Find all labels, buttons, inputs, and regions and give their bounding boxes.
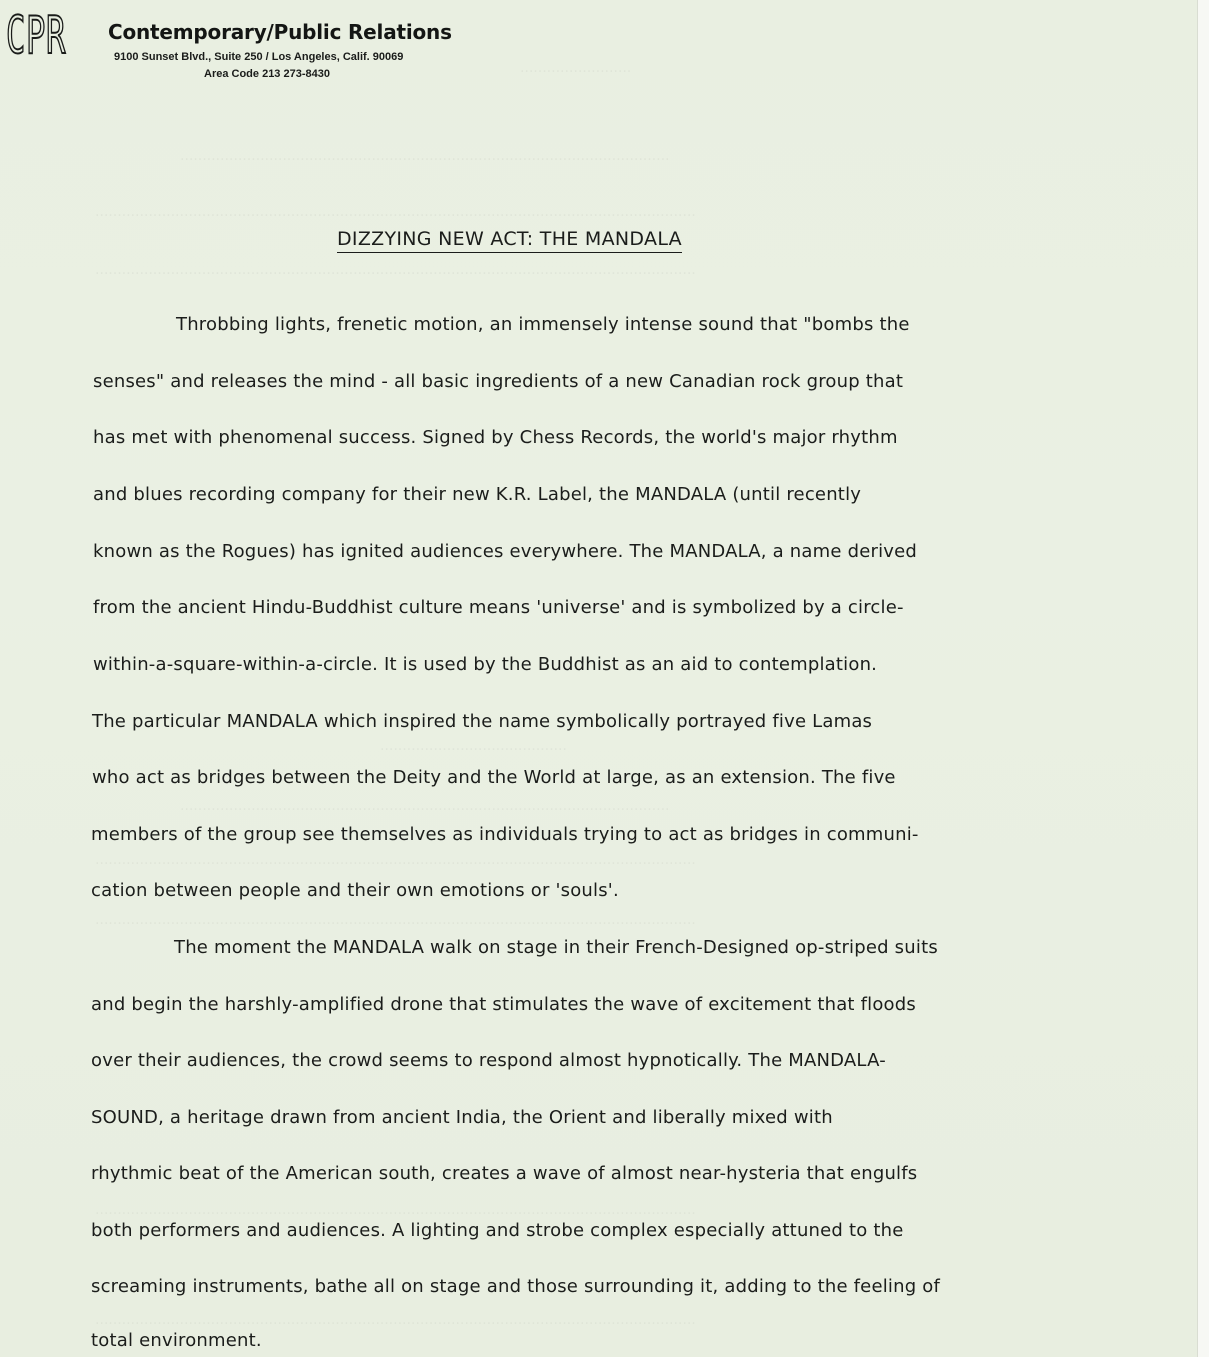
body-line: and blues recording company for their new K.R. Label, the MANDALA (until recently	[93, 484, 862, 505]
bleed-through-line: .......................................................................................................................................	[95, 1312, 696, 1328]
bleed-through-line: .........................	[520, 60, 632, 76]
cpr-logo: CPR	[6, 6, 67, 66]
bleed-through-line: .......................................................................................................................................	[95, 204, 696, 220]
body-line: rhythmic beat of the American south, creates a wave of almost near-hysteria that engulfs	[91, 1163, 918, 1184]
company-name: Contemporary/Public Relations	[108, 20, 452, 44]
body-line: who act as bridges between the Deity and the World at large, as an extension. The five	[92, 767, 896, 788]
body-line: over their audiences, the crowd seems to respond almost hypnotically. The MANDALA-	[91, 1050, 886, 1071]
company-address: 9100 Sunset Blvd., Suite 250 / Los Angeles, Calif. 90069	[114, 51, 404, 63]
body-line: both performers and audiences. A lighting and strobe complex especially attuned to the	[91, 1220, 904, 1241]
body-line: known as the Rogues) has ignited audiences everywhere. The MANDALA, a name derived	[93, 541, 918, 562]
body-line: The moment the MANDALA walk on stage in their French-Designed op-striped suits	[174, 937, 938, 958]
paper-edge	[1197, 0, 1209, 1357]
bleed-through-line: .......................................................................................................................................	[95, 262, 696, 278]
bleed-through-line: ..............................................................................................................	[180, 148, 670, 164]
body-line: screaming instruments, bathe all on stage and those surrounding it, adding to the feeling of	[91, 1276, 941, 1297]
bleed-through-line: .......................................................................................................................................	[95, 1202, 696, 1218]
body-line: has met with phenomenal success. Signed by Chess Records, the world's major rhythm	[93, 427, 898, 448]
body-line: The particular MANDALA which inspired the name symbolically portrayed five Lamas	[92, 711, 873, 732]
bleed-through-line: .......................................................................................................................................	[95, 912, 696, 928]
company-phone: Area Code 213 273-8430	[204, 68, 330, 80]
bleed-through-line: ..............................................................................................................	[180, 798, 670, 814]
body-line: total environment.	[91, 1330, 262, 1351]
body-line: cation between people and their own emotions or 'souls'.	[91, 880, 619, 901]
body-line: within-a-square-within-a-circle. It is used by the Buddhist as an aid to contemplation.	[93, 654, 878, 675]
body-line: from the ancient Hindu-Buddhist culture means 'universe' and is symbolized by a circle-	[93, 597, 904, 618]
press-release-title: DIZZYING NEW ACT: THE MANDALA	[337, 228, 682, 253]
body-line: members of the group see themselves as individuals trying to act as bridges in communi-	[91, 824, 919, 845]
bleed-through-line: ..........................................	[380, 738, 567, 754]
body-line: SOUND, a heritage drawn from ancient India, the Orient and liberally mixed with	[91, 1107, 833, 1128]
bleed-through-line: .......................................................................................................................................	[95, 852, 696, 868]
body-line: and begin the harshly-amplified drone that stimulates the wave of excitement that floods	[91, 994, 916, 1015]
body-line: Throbbing lights, frenetic motion, an immensely intense sound that "bombs the	[176, 314, 910, 335]
body-line: senses" and releases the mind - all basic ingredients of a new Canadian rock group that	[93, 371, 904, 392]
